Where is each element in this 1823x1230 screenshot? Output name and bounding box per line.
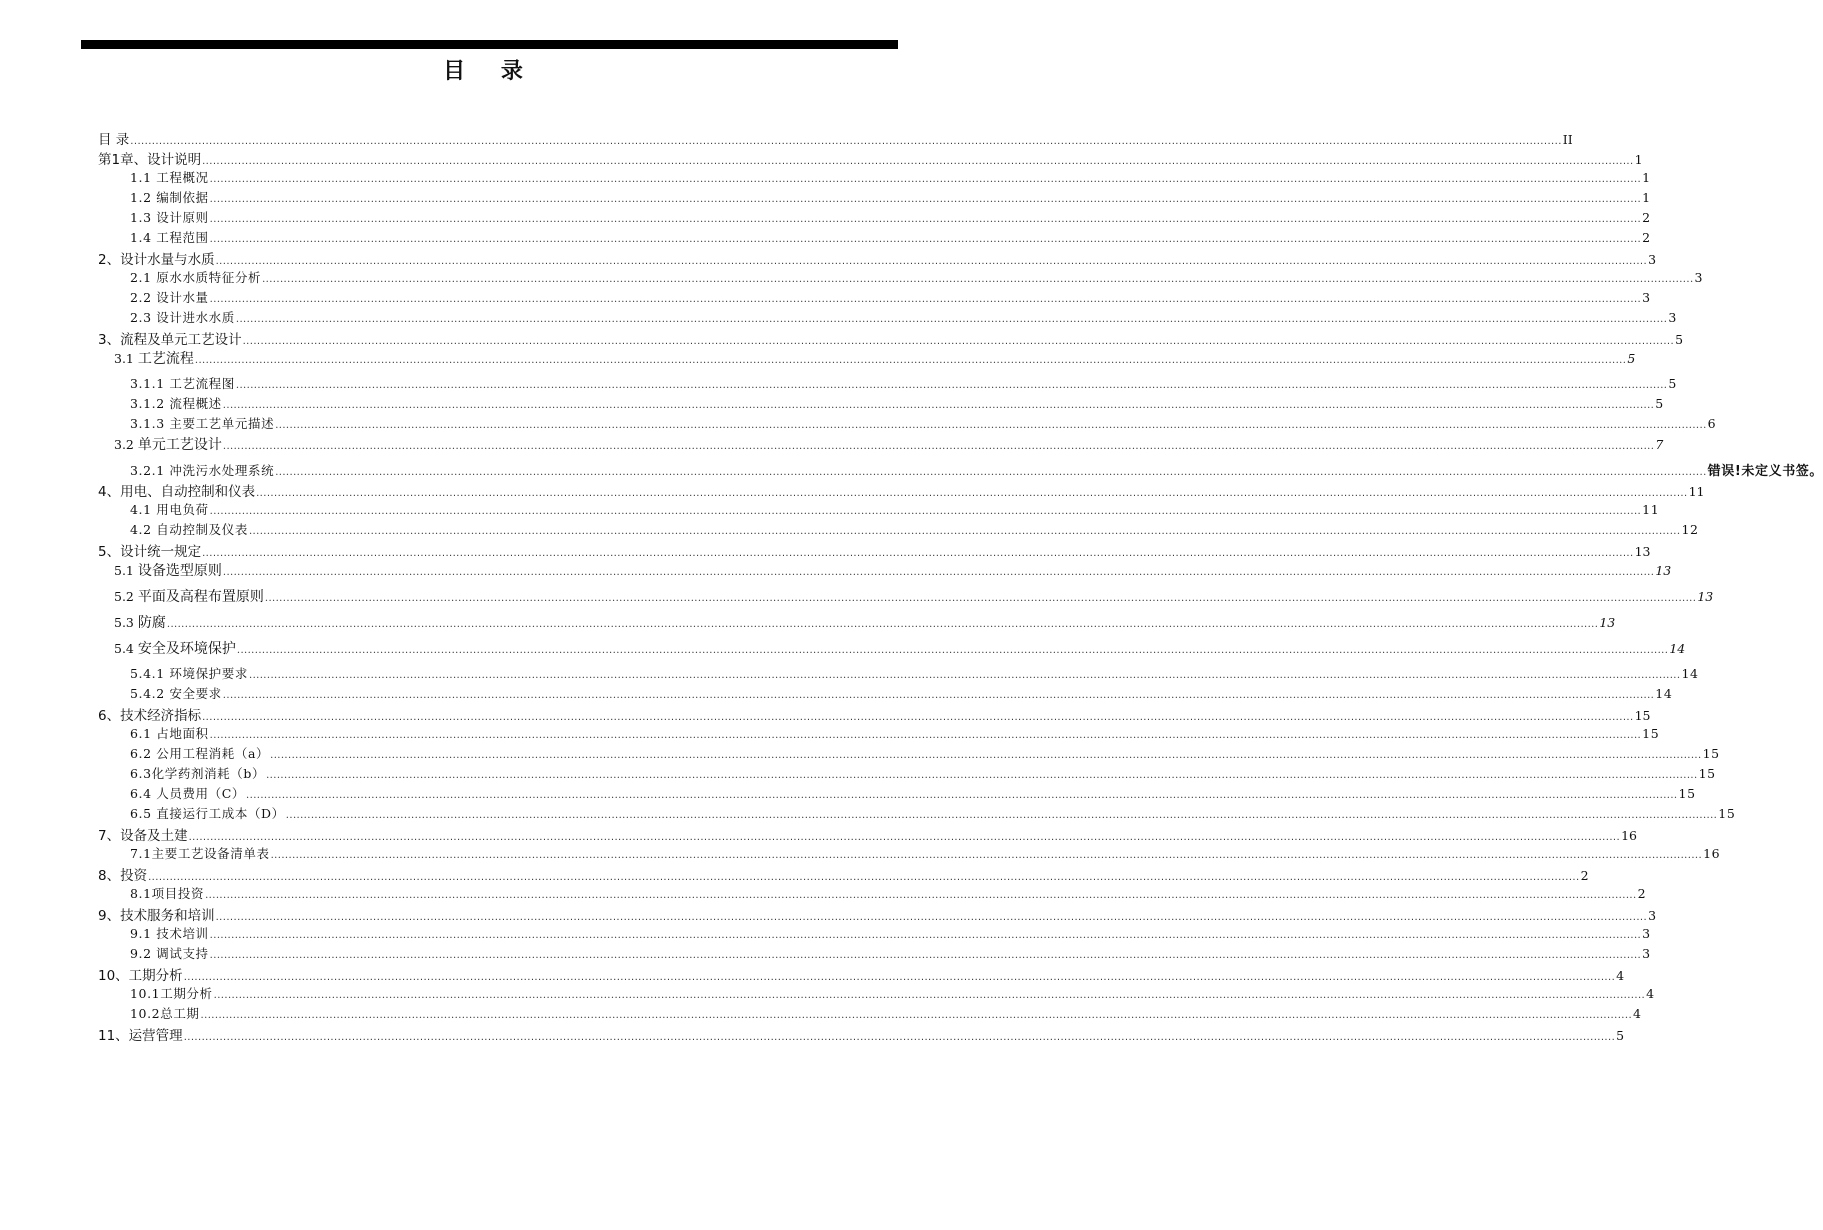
dot-leader: ................................................................................................................................................................................................................................................................................................................................................................................................................ xyxy=(200,1010,1633,1021)
toc-entry-label xyxy=(114,586,264,606)
dot-leader: ................................................................................................................................................................................................................................................................................................................................................................................................................ xyxy=(264,593,1697,604)
table-of-contents xyxy=(98,128,1823,1044)
toc-entry-label: 第1章、设计说明 xyxy=(98,152,202,168)
toc-page-number: 3 xyxy=(1642,946,1651,961)
toc-entry-label xyxy=(114,612,166,632)
dot-leader: ................................................................................................................................................................................................................................................................................................................................................................................................................ xyxy=(256,488,1688,499)
dot-leader: ................................................................................................................................................................................................................................................................................................................................................................................................................ xyxy=(236,645,1669,656)
dot-leader: ................................................................................................................................................................................................................................................................................................................................................................................................................ xyxy=(209,234,1642,245)
dot-leader: ................................................................................................................................................................................................................................................................................................................................................................................................................ xyxy=(209,194,1642,205)
toc-entry[interactable] xyxy=(98,1004,1642,1024)
dot-leader: ................................................................................................................................................................................................................................................................................................................................................................................................................ xyxy=(222,400,1655,411)
toc-entry-number: 3.2 xyxy=(114,437,138,452)
toc-entry[interactable] xyxy=(98,884,1647,904)
toc-entry-label: 6.3化学药剂消耗（b） xyxy=(130,766,266,781)
toc-page-number: 15 xyxy=(1678,786,1696,801)
toc-entry-label: 9、技术服务和培训 xyxy=(98,908,215,924)
toc-entry-number: 5.3 xyxy=(114,615,138,630)
toc-entry-label: 9.2 调试支持 xyxy=(130,946,209,961)
toc-page-number: 3 xyxy=(1648,252,1657,267)
dot-leader: ................................................................................................................................................................................................................................................................................................................................................................................................................ xyxy=(285,810,1718,821)
toc-entry-label: 2、设计水量与水质 xyxy=(98,252,215,268)
toc-page-number: 12 xyxy=(1681,522,1699,537)
toc-entry-label: 8、投资 xyxy=(98,868,148,884)
toc-page-number: 3 xyxy=(1642,290,1651,305)
dot-leader: ................................................................................................................................................................................................................................................................................................................................................................................................................ xyxy=(275,467,1707,478)
toc-page-number: 4 xyxy=(1646,986,1655,1001)
toc-entry[interactable] xyxy=(98,434,1664,460)
toc-entry[interactable] xyxy=(98,964,1625,984)
dot-leader: ................................................................................................................................................................................................................................................................................................................................................................................................................ xyxy=(215,256,1648,267)
toc-page-number: 5 xyxy=(1668,376,1677,391)
dot-leader: ................................................................................................................................................................................................................................................................................................................................................................................................................ xyxy=(205,890,1637,901)
toc-page-number: 13 xyxy=(1599,615,1616,630)
toc-entry[interactable] xyxy=(98,844,1721,864)
toc-page-number: 2 xyxy=(1642,230,1651,245)
toc-entry[interactable] xyxy=(98,208,1651,228)
page-title: 目 录 xyxy=(443,59,537,84)
toc-entry-label: 6、技术经济指标 xyxy=(98,708,202,724)
dot-leader: ................................................................................................................................................................................................................................................................................................................................................................................................................ xyxy=(188,832,1621,843)
toc-entry[interactable] xyxy=(98,168,1651,188)
toc-page-number: 15 xyxy=(1634,708,1651,723)
dot-leader: ................................................................................................................................................................................................................................................................................................................................................................................................................ xyxy=(209,214,1642,225)
toc-entry-label: 2.2 设计水量 xyxy=(130,290,209,305)
toc-entry-label: 2.3 设计进水水质 xyxy=(130,310,235,325)
toc-entry-label: 3.1.2 流程概述 xyxy=(130,396,222,411)
toc-entry-label: 6.4 人员费用（C） xyxy=(130,786,246,801)
toc-entry-label: 6.1 占地面积 xyxy=(130,726,209,741)
toc-entry[interactable] xyxy=(98,784,1696,804)
toc-entry[interactable] xyxy=(98,308,1677,328)
dot-leader: ................................................................................................................................................................................................................................................................................................................................................................................................................ xyxy=(148,872,1580,883)
toc-entry-label: 2.1 原水水质特征分析 xyxy=(130,270,262,285)
toc-page-number: 5 xyxy=(1675,332,1684,347)
toc-page-number: 14 xyxy=(1655,686,1673,701)
toc-entry[interactable] xyxy=(98,904,1657,924)
toc-entry-label: 3、流程及单元工艺设计 xyxy=(98,332,242,348)
toc-entry[interactable] xyxy=(98,328,1684,348)
toc-entry-label: 10.1工期分析 xyxy=(130,986,213,1001)
toc-page-number: 13 xyxy=(1697,589,1714,604)
toc-entry[interactable] xyxy=(98,480,1705,500)
toc-page-number: 13 xyxy=(1634,544,1651,559)
toc-page-number: 4 xyxy=(1633,1006,1642,1021)
toc-entry-label: 4.2 自动控制及仪表 xyxy=(130,522,248,537)
toc-entry-label: 7.1主要工艺设备清单表 xyxy=(130,846,270,861)
toc-entry-label: 11、运营管理 xyxy=(98,1028,183,1044)
dot-leader: ................................................................................................................................................................................................................................................................................................................................................................................................................ xyxy=(194,355,1627,366)
toc-entry-label: 1.3 设计原则 xyxy=(130,210,209,225)
toc-page-number: 7 xyxy=(1655,437,1664,452)
toc-entry[interactable] xyxy=(98,984,1655,1004)
toc-entry[interactable] xyxy=(98,268,1704,288)
toc-entry-label xyxy=(114,560,222,580)
dot-leader: ................................................................................................................................................................................................................................................................................................................................................................................................................ xyxy=(222,690,1655,701)
dot-leader: ................................................................................................................................................................................................................................................................................................................................................................................................................ xyxy=(246,790,1678,801)
toc-page-number: 15 xyxy=(1702,746,1720,761)
toc-page-number: 6 xyxy=(1707,416,1717,431)
toc-page-number: 16 xyxy=(1703,846,1721,861)
toc-entry-label: 3.1.3 主要工艺单元描述 xyxy=(130,416,275,431)
dot-leader: ................................................................................................................................................................................................................................................................................................................................................................................................................ xyxy=(202,548,1634,559)
dot-leader: ................................................................................................................................................................................................................................................................................................................................................................................................................ xyxy=(270,750,1702,761)
toc-entry-label: 1.4 工程范围 xyxy=(130,230,209,245)
toc-entry-number: 3.1 xyxy=(114,351,138,366)
toc-entry[interactable] xyxy=(98,248,1657,268)
dot-leader: ................................................................................................................................................................................................................................................................................................................................................................................................................ xyxy=(209,950,1642,961)
dot-leader: ................................................................................................................................................................................................................................................................................................................................................................................................................ xyxy=(262,274,1694,285)
dot-leader: ................................................................................................................................................................................................................................................................................................................................................................................................................ xyxy=(209,294,1642,305)
toc-entry[interactable] xyxy=(98,540,1651,560)
toc-page-number: 5 xyxy=(1616,1028,1625,1043)
header-rule xyxy=(81,40,898,49)
dot-leader: ................................................................................................................................................................................................................................................................................................................................................................................................................ xyxy=(270,850,1703,861)
toc-page-number: II xyxy=(1562,132,1573,147)
toc-page-number: 2 xyxy=(1642,210,1651,225)
toc-entry[interactable] xyxy=(98,1024,1625,1044)
toc-entry[interactable] xyxy=(98,924,1651,944)
toc-entry-label: 5.4.2 安全要求 xyxy=(130,686,222,701)
toc-entry[interactable] xyxy=(98,744,1720,764)
toc-page-number: 11 xyxy=(1642,502,1660,517)
toc-entry[interactable] xyxy=(98,414,1717,434)
toc-entry[interactable] xyxy=(98,394,1664,414)
dot-leader: ................................................................................................................................................................................................................................................................................................................................................................................................................ xyxy=(130,136,1562,147)
toc-entry-title: 工艺流程 xyxy=(137,351,194,367)
toc-page-number: 3 xyxy=(1642,926,1651,941)
toc-entry[interactable] xyxy=(98,944,1651,964)
toc-page-number: 14 xyxy=(1681,666,1699,681)
toc-entry-label: 3.2.1 冲洗污水处理系统 xyxy=(130,463,275,478)
toc-entry[interactable] xyxy=(98,804,1736,824)
toc-page-number: 错误!未定义书签。 xyxy=(1707,464,1823,479)
dot-leader: ................................................................................................................................................................................................................................................................................................................................................................................................................ xyxy=(183,1032,1616,1043)
dot-leader: ................................................................................................................................................................................................................................................................................................................................................................................................................ xyxy=(248,670,1681,681)
toc-entry[interactable] xyxy=(98,520,1699,540)
dot-leader: ................................................................................................................................................................................................................................................................................................................................................................................................................ xyxy=(266,770,1698,781)
toc-entry[interactable] xyxy=(98,824,1637,844)
toc-page-number: 5 xyxy=(1655,396,1664,411)
dot-leader: ................................................................................................................................................................................................................................................................................................................................................................................................................ xyxy=(222,441,1655,452)
toc-entry[interactable] xyxy=(98,724,1660,744)
toc-entry-label: 5、设计统一规定 xyxy=(98,544,202,560)
toc-entry[interactable] xyxy=(98,374,1677,394)
toc-page-number: 15 xyxy=(1698,766,1716,781)
toc-entry[interactable] xyxy=(98,586,1714,612)
toc-entry[interactable] xyxy=(98,704,1651,724)
toc-page-number: 2 xyxy=(1580,868,1589,883)
toc-page-number: 3 xyxy=(1668,310,1677,325)
toc-page-number: 15 xyxy=(1642,726,1660,741)
toc-entry-title: 防腐 xyxy=(137,615,166,631)
toc-entry-label xyxy=(114,348,194,368)
toc-entry[interactable] xyxy=(98,148,1643,168)
toc-page-number: 2 xyxy=(1637,886,1647,901)
toc-entry-label xyxy=(114,638,236,658)
toc-entry-title: 安全及环境保护 xyxy=(137,641,236,657)
toc-entry[interactable] xyxy=(98,864,1589,884)
toc-entry-label: 7、设备及土建 xyxy=(98,828,188,844)
toc-entry-label: 3.1.1 工艺流程图 xyxy=(130,376,235,391)
toc-entry-label: 5.4.1 环境保护要求 xyxy=(130,666,248,681)
toc-page-number: 4 xyxy=(1616,968,1625,983)
toc-entry[interactable] xyxy=(98,612,1616,638)
toc-entry[interactable] xyxy=(98,288,1651,308)
toc-entry-label: 10、工期分析 xyxy=(98,968,183,984)
toc-entry-number: 5.2 xyxy=(114,589,138,604)
dot-leader: ................................................................................................................................................................................................................................................................................................................................................................................................................ xyxy=(213,990,1646,1001)
toc-entry-label: 4.1 用电负荷 xyxy=(130,502,209,517)
toc-entry-label: 1.1 工程概况 xyxy=(130,170,209,185)
dot-leader: ................................................................................................................................................................................................................................................................................................................................................................................................................ xyxy=(202,156,1634,167)
toc-page-number: 5 xyxy=(1627,351,1636,366)
dot-leader: ................................................................................................................................................................................................................................................................................................................................................................................................................ xyxy=(209,174,1642,185)
toc-page-number: 1 xyxy=(1642,190,1651,205)
toc-entry[interactable] xyxy=(98,764,1716,784)
toc-entry[interactable] xyxy=(98,500,1660,520)
toc-entry[interactable] xyxy=(98,684,1673,704)
toc-page-number: 11 xyxy=(1688,484,1705,499)
dot-leader: ................................................................................................................................................................................................................................................................................................................................................................................................................ xyxy=(215,912,1648,923)
toc-page-number: 16 xyxy=(1621,828,1637,843)
dot-leader: ................................................................................................................................................................................................................................................................................................................................................................................................................ xyxy=(183,972,1616,983)
dot-leader: ................................................................................................................................................................................................................................................................................................................................................................................................................ xyxy=(209,506,1642,517)
toc-entry-label: 4、用电、自动控制和仪表 xyxy=(98,484,256,500)
dot-leader: ................................................................................................................................................................................................................................................................................................................................................................................................................ xyxy=(202,712,1634,723)
toc-entry-label: 6.2 公用工程消耗（a） xyxy=(130,746,270,761)
dot-leader: ................................................................................................................................................................................................................................................................................................................................................................................................................ xyxy=(222,567,1655,578)
toc-entry[interactable] xyxy=(98,664,1699,684)
dot-leader: ................................................................................................................................................................................................................................................................................................................................................................................................................ xyxy=(242,336,1675,347)
toc-entry-title: 平面及高程布置原则 xyxy=(137,589,264,605)
dot-leader: ................................................................................................................................................................................................................................................................................................................................................................................................................ xyxy=(209,730,1642,741)
dot-leader: ................................................................................................................................................................................................................................................................................................................................................................................................................ xyxy=(166,619,1599,630)
toc-entry[interactable] xyxy=(98,128,1573,148)
toc-entry[interactable] xyxy=(98,228,1651,248)
toc-page-number: 15 xyxy=(1718,806,1736,821)
toc-entry[interactable] xyxy=(98,348,1636,374)
dot-leader: ................................................................................................................................................................................................................................................................................................................................................................................................................ xyxy=(235,314,1668,325)
dot-leader: ................................................................................................................................................................................................................................................................................................................................................................................................................ xyxy=(209,930,1642,941)
toc-page-number: 13 xyxy=(1655,563,1672,578)
toc-entry-label: 10.2总工期 xyxy=(130,1006,200,1021)
toc-entry[interactable] xyxy=(98,188,1651,208)
toc-page-number: 14 xyxy=(1669,641,1686,656)
toc-entry[interactable] xyxy=(98,460,1823,480)
dot-leader: ................................................................................................................................................................................................................................................................................................................................................................................................................ xyxy=(235,380,1668,391)
toc-entry-number: 5.4 xyxy=(114,641,138,656)
toc-entry-label: 8.1项目投资 xyxy=(130,886,205,901)
toc-entry-label: 1.2 编制依据 xyxy=(130,190,209,205)
toc-entry-label: 9.1 技术培训 xyxy=(130,926,209,941)
dot-leader: ................................................................................................................................................................................................................................................................................................................................................................................................................ xyxy=(248,526,1681,537)
toc-entry-title: 设备选型原则 xyxy=(137,563,222,579)
toc-page-number: 1 xyxy=(1634,152,1643,167)
toc-entry-title: 单元工艺设计 xyxy=(137,437,222,453)
toc-entry[interactable] xyxy=(98,638,1686,664)
toc-entry[interactable] xyxy=(98,560,1672,586)
toc-page-number: 3 xyxy=(1648,908,1657,923)
toc-entry-label: 6.5 直接运行工成本（D） xyxy=(130,806,285,821)
toc-entry-number: 5.1 xyxy=(114,563,138,578)
toc-page-number: 3 xyxy=(1694,270,1704,285)
dot-leader: ................................................................................................................................................................................................................................................................................................................................................................................................................ xyxy=(275,420,1707,431)
toc-entry-label xyxy=(114,434,222,454)
toc-entry-label: 目 录 xyxy=(98,132,130,148)
toc-page-number: 1 xyxy=(1642,170,1651,185)
